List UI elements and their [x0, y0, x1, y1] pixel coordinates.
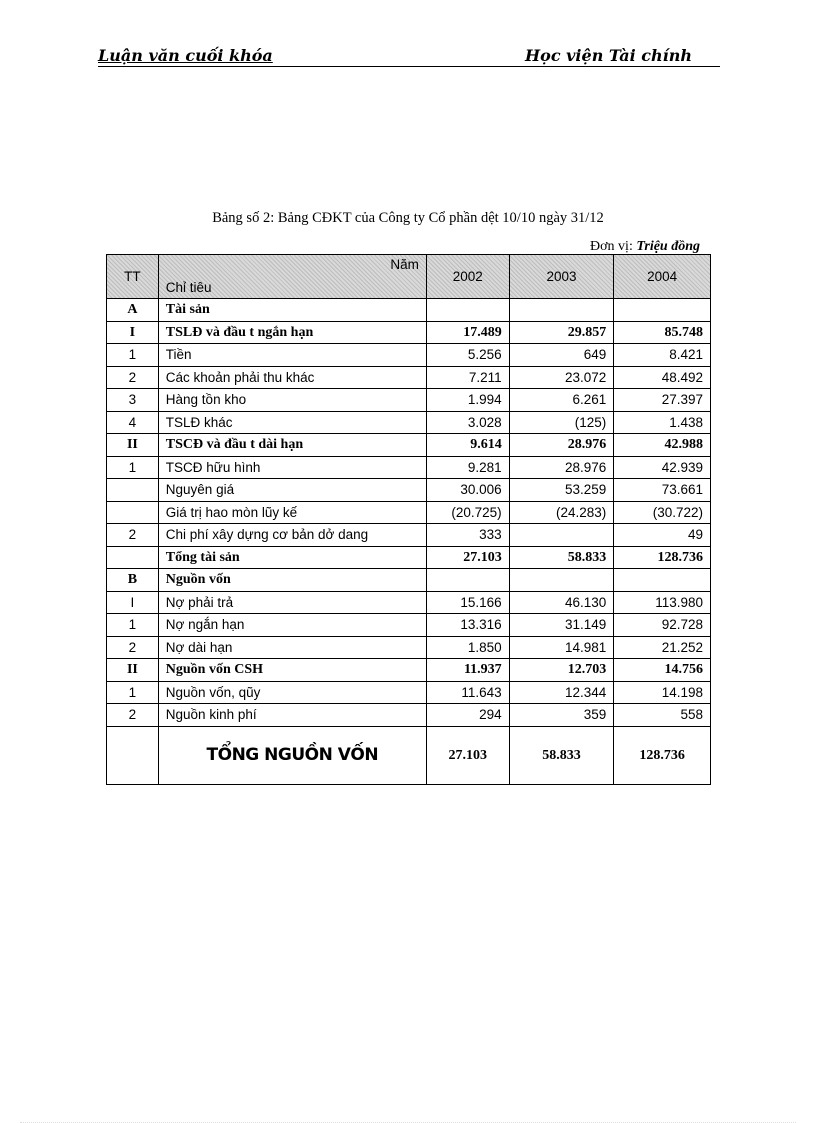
row-value-2003: (24.283) [509, 501, 614, 524]
row-value-2004: 558 [614, 704, 711, 727]
row-value-2004: 14.198 [614, 681, 711, 704]
row-value-2003: 58.833 [509, 546, 614, 569]
row-value-2004: 27.397 [614, 389, 711, 412]
row-value-2002: 11.643 [426, 681, 509, 704]
row-index: 1 [107, 681, 159, 704]
table-row [107, 366, 711, 389]
row-value-2003: 12.344 [509, 681, 614, 704]
row-value-2004: 21.252 [614, 636, 711, 659]
header-year-2002: 2002 [426, 255, 509, 299]
row-label: TSCĐ và đầu t dài hạn [158, 434, 426, 457]
row-value-2004: 85.748 [614, 321, 711, 344]
table-row [107, 321, 711, 344]
row-value-2004: 113.980 [614, 591, 711, 614]
row-value-2003 [509, 569, 614, 592]
table-body [107, 299, 711, 785]
row-value-2002: 7.211 [426, 366, 509, 389]
row-value-2003: 23.072 [509, 366, 614, 389]
row-value-2003: 649 [509, 344, 614, 367]
row-label: Nợ phải trả [158, 591, 426, 614]
row-value-2004 [614, 299, 711, 322]
unit-label: Đơn vị: [590, 239, 633, 254]
table-row [107, 299, 711, 322]
row-value-2003: 31.149 [509, 614, 614, 637]
row-value-2002: 9.281 [426, 456, 509, 479]
row-value-2004 [614, 569, 711, 592]
table-row [107, 344, 711, 367]
row-label: Hàng tồn kho [158, 389, 426, 412]
row-value-2002: 3.028 [426, 411, 509, 434]
row-value-2003: 12.703 [509, 659, 614, 682]
row-value-2002: 11.937 [426, 659, 509, 682]
unit-value: Triệu đồng [636, 239, 700, 254]
table-row [107, 389, 711, 412]
row-value-2004: (30.722) [614, 501, 711, 524]
row-index [107, 501, 159, 524]
row-value-2003: 28.976 [509, 456, 614, 479]
row-label: Giá trị hao mòn lũy kế [158, 501, 426, 524]
header-tt: TT [107, 255, 159, 299]
row-index: 3 [107, 389, 159, 412]
row-label: Nợ ngắn hạn [158, 614, 426, 637]
row-index: 1 [107, 344, 159, 367]
row-value-2003 [509, 524, 614, 547]
row-index: 1 [107, 614, 159, 637]
page-header [98, 46, 720, 67]
balance-sheet-table [106, 254, 711, 785]
row-value-2004: 8.421 [614, 344, 711, 367]
row-index: 2 [107, 704, 159, 727]
row-label: Nguồn vốn [158, 569, 426, 592]
row-label: Nguồn kinh phí [158, 704, 426, 727]
row-value-2002: 9.614 [426, 434, 509, 457]
header-left-title: Luận văn cuối khóa [98, 46, 273, 65]
row-value-2002 [426, 299, 509, 322]
table-row [107, 524, 711, 547]
total-value-2002: 27.103 [426, 726, 509, 784]
table-row [107, 681, 711, 704]
row-value-2003: 14.981 [509, 636, 614, 659]
table-row [107, 659, 711, 682]
row-index: I [107, 321, 159, 344]
row-value-2004: 128.736 [614, 546, 711, 569]
table-caption: Bảng số 2: Bảng CĐKT của Công ty Cổ phần dệt 10/10 ngày 31/12 [212, 210, 604, 226]
table-row [107, 456, 711, 479]
header-year-2003: 2003 [509, 255, 614, 299]
row-value-2004: 48.492 [614, 366, 711, 389]
row-index: 2 [107, 524, 159, 547]
table-header-row [107, 255, 711, 299]
row-value-2002: 1.850 [426, 636, 509, 659]
row-value-2004: 42.939 [614, 456, 711, 479]
total-index [107, 726, 159, 784]
row-value-2004: 1.438 [614, 411, 711, 434]
row-index [107, 479, 159, 502]
row-index: 1 [107, 456, 159, 479]
row-value-2002: 5.256 [426, 344, 509, 367]
table-row [107, 434, 711, 457]
row-index: A [107, 299, 159, 322]
row-value-2002: 1.994 [426, 389, 509, 412]
header-year-label: Năm [390, 257, 419, 272]
row-index: 2 [107, 636, 159, 659]
row-value-2002: 13.316 [426, 614, 509, 637]
row-label: TSCĐ hữu hình [158, 456, 426, 479]
row-value-2004: 73.661 [614, 479, 711, 502]
row-label: Tổng tài sản [158, 546, 426, 569]
row-label: Nợ dài hạn [158, 636, 426, 659]
row-value-2004: 14.756 [614, 659, 711, 682]
row-value-2002: 333 [426, 524, 509, 547]
row-value-2002: 294 [426, 704, 509, 727]
table-row [107, 411, 711, 434]
table-row [107, 614, 711, 637]
unit-note [590, 239, 700, 255]
table-row [107, 591, 711, 614]
table-row [107, 704, 711, 727]
row-index: I [107, 591, 159, 614]
row-label: Các khoản phải thu khác [158, 366, 426, 389]
header-year-2004: 2004 [614, 255, 711, 299]
table-row [107, 636, 711, 659]
row-index: 4 [107, 411, 159, 434]
row-value-2002: 17.489 [426, 321, 509, 344]
row-label: Nguồn vốn, qũy [158, 681, 426, 704]
row-label: Nguyên giá [158, 479, 426, 502]
row-label: TSLĐ và đầu t ngắn hạn [158, 321, 426, 344]
row-value-2002: 15.166 [426, 591, 509, 614]
row-value-2004: 49 [614, 524, 711, 547]
row-value-2003: 28.976 [509, 434, 614, 457]
row-value-2004: 92.728 [614, 614, 711, 637]
row-index: II [107, 659, 159, 682]
row-index: B [107, 569, 159, 592]
row-label: Tài sản [158, 299, 426, 322]
row-value-2002 [426, 569, 509, 592]
table-row [107, 501, 711, 524]
total-row [107, 726, 711, 784]
header-label-cell [158, 255, 426, 299]
row-label: Chi phí xây dựng cơ bản dở dang [158, 524, 426, 547]
header-right-title: Học viện Tài chính [525, 46, 692, 65]
row-label: Nguồn vốn CSH [158, 659, 426, 682]
total-value-2004: 128.736 [614, 726, 711, 784]
row-value-2003: (125) [509, 411, 614, 434]
row-label: TSLĐ khác [158, 411, 426, 434]
row-index: 2 [107, 366, 159, 389]
table-row [107, 569, 711, 592]
row-index [107, 546, 159, 569]
header-indicator-label: Chỉ tiêu [165, 280, 212, 295]
row-value-2002: 27.103 [426, 546, 509, 569]
row-value-2003: 359 [509, 704, 614, 727]
row-index: II [107, 434, 159, 457]
row-label: Tiền [158, 344, 426, 367]
row-value-2003: 29.857 [509, 321, 614, 344]
table-row [107, 546, 711, 569]
row-value-2003: 46.130 [509, 591, 614, 614]
row-value-2002: 30.006 [426, 479, 509, 502]
row-value-2002: (20.725) [426, 501, 509, 524]
row-value-2003 [509, 299, 614, 322]
table-row [107, 479, 711, 502]
total-value-2003: 58.833 [509, 726, 614, 784]
row-value-2003: 6.261 [509, 389, 614, 412]
total-label: TỔNG NGUỒN VỐN [158, 726, 426, 784]
row-value-2004: 42.988 [614, 434, 711, 457]
row-value-2003: 53.259 [509, 479, 614, 502]
